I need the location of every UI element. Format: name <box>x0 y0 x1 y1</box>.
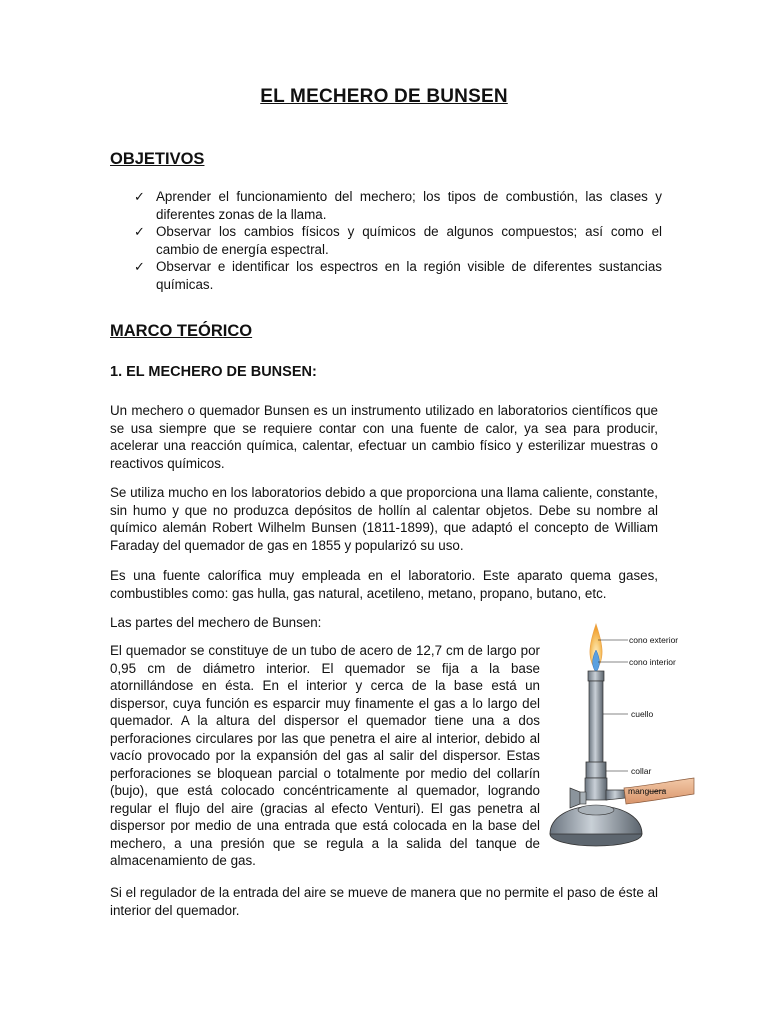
paragraph: Se utiliza mucho en los laboratorios debido a que proporciona una llama caliente, constante, sin humo y que no produzca depósitos de hollín al calentar objetos. Debe su nombre al químico alemán Robert Wilhelm Bunsen (1811-1899), que adaptó el concepto de William Faraday del quemador de gas en 1855 y popularizó su uso. <box>110 485 658 553</box>
paragraph: Es una fuente calorífica muy empleada en el laboratorio. Este aparato quema gases, combustibles como: gas hulla, gas natural, acetileno, metano, propano, butano, etc. <box>110 568 658 601</box>
objectives-list <box>134 188 662 294</box>
paragraph: Las partes del mechero de Bunsen: <box>110 615 322 630</box>
label-inner-cone: cono interior <box>629 657 676 667</box>
objectives-heading: OBJETIVOS <box>110 150 205 168</box>
section-title: 1. EL MECHERO DE BUNSEN: <box>110 364 317 380</box>
label-neck: cuello <box>631 709 654 719</box>
label-hose: manguera <box>628 786 667 796</box>
paragraph: Si el regulador de la entrada del aire se mueve de manera que no permite el paso de éste al interior del quemador. <box>110 885 658 918</box>
check-icon: ✓ <box>134 224 145 239</box>
list-item: ✓ Observar los cambios físicos y químicos de algunos compuestos; así como el cambio de energía espectral. <box>134 224 662 257</box>
list-item: ✓ Observar e identificar los espectros en la región visible de diferentes sustancias químicas. <box>134 259 662 292</box>
paragraph: El quemador se constituye de un tubo de acero de 12,7 cm de largo por 0,95 cm de diámetro interior. El quemador se fija a la base atornillándose en ésta. En el interior y cerca de la base está un dispersor, cuya función es esparcir muy finamente el gas a lo largo del quemador. A la altura del dispersor el quemador tiene una a dos perforaciones circulares por las que penetra el aire al interior, debido al vacío provocado por la expansión del gas al salir del dispersor. Estas perforaciones se bloquean parcial o totalmente por medio del collarín (bujo), que está colocado concéntricamente al quemador, logrando regular el flujo del aire (gracias al efecto Venturi). El gas penetra al dispersor por medio de una entrada que está colocada en la base del mechero, a una presión que se regula a la salida del tanque de almacenamiento de gas. <box>110 643 540 868</box>
paragraph: Un mechero o quemador Bunsen es un instrumento utilizado en laboratorios científicos que se usa siempre que se requiere contar con una fuente de calor, ya sea para producir, acelerar una reacción química, calentar, efectuar un cambio físico y esterilizar muestras o reactivos químicos. <box>110 403 658 471</box>
label-collar: collar <box>631 766 652 776</box>
label-outer-cone: cono exterior <box>629 635 679 645</box>
document-title: EL MECHERO DE BUNSEN <box>260 86 508 107</box>
theory-heading: MARCO TEÓRICO <box>110 322 253 340</box>
list-item: ✓ Aprender el funcionamiento del mechero; los tipos de combustión, las clases y diferentes zonas de la llama. <box>134 189 662 222</box>
check-icon: ✓ <box>134 259 145 274</box>
check-icon: ✓ <box>134 189 145 204</box>
